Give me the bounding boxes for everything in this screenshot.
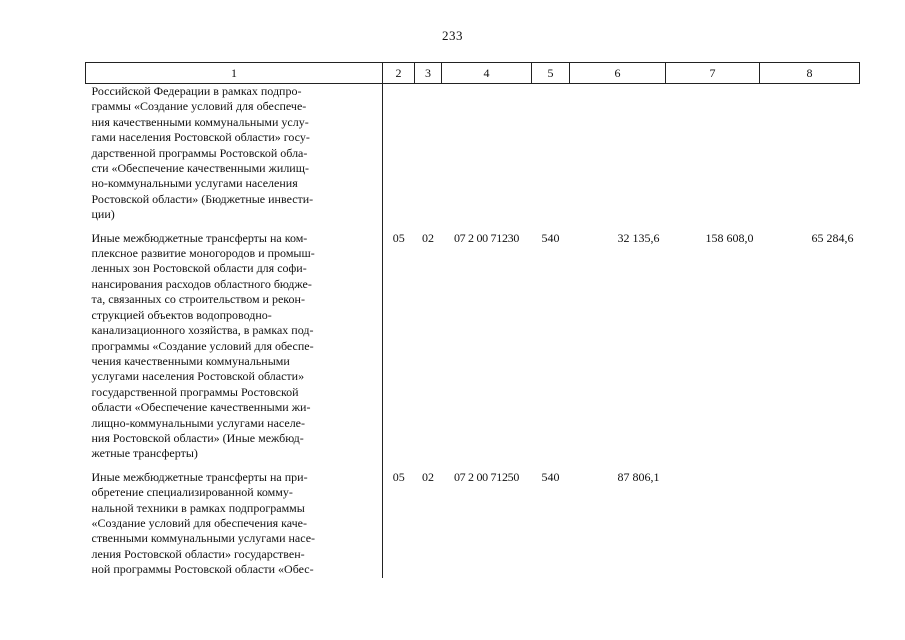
cell-amount-3: 65 284,6: [811, 230, 854, 245]
description-line: Российской Федерации в рамках подпро-: [91, 84, 302, 98]
description-line: канализационного хозяйства, в рамках под-: [91, 323, 314, 338]
table-row: [86, 84, 860, 223]
description-line: ния качественными коммунальными услу-: [91, 114, 309, 129]
cell-subsection: 02: [422, 469, 434, 484]
description-line: жетные трансферты): [91, 446, 198, 461]
description-line: лищно-коммунальными услугами населе-: [91, 415, 305, 430]
column-header: 2: [383, 63, 415, 84]
cell-target-code: 07 2 00 71230: [453, 230, 520, 245]
budget-table: [85, 62, 860, 578]
column-header: 7: [666, 63, 760, 84]
description-line: области «Обеспечение качественными жи-: [91, 400, 311, 415]
description-line: струкцией объектов водопроводно-: [91, 307, 272, 322]
description-line: ления Ростовской области» государствен-: [91, 546, 305, 561]
column-header: 8: [760, 63, 860, 84]
description-line: нансирования расходов областного бюдже-: [91, 276, 312, 291]
cell-expense-type: 540: [541, 230, 560, 245]
description-line: но-коммунальными услугами населения: [91, 176, 298, 191]
description-line: дарственной программы Ростовской обла-: [91, 145, 308, 160]
column-header: 5: [532, 63, 570, 84]
page-number: 233: [442, 28, 463, 43]
table-row: [86, 462, 860, 578]
description-line: Ростовской области» (Бюджетные инвести-: [91, 191, 314, 206]
column-header: 4: [442, 63, 532, 84]
column-header: 3: [415, 63, 442, 84]
row-description: [86, 223, 383, 462]
description-line: ции): [91, 207, 115, 222]
table-row: [86, 223, 860, 462]
cell-expense-type: [532, 84, 570, 223]
cell-target-code: 07 2 00 71250: [453, 469, 520, 484]
description-line: услугами населения Ростовской области»: [91, 369, 305, 384]
description-line: программы «Создание условий для обеспе-: [91, 338, 314, 353]
description-line: сти «Обеспечение качественными жилищ-: [91, 161, 309, 176]
cell-amount-2: [666, 462, 760, 578]
description-line: «Создание условий для обеспечения каче-: [91, 515, 307, 530]
cell-subsection: [415, 84, 442, 223]
cell-section: [383, 84, 415, 223]
description-line: ной программы Ростовской области «Обес-: [91, 562, 314, 577]
cell-amount-3: [760, 462, 860, 578]
description-line: та, связанных со строительством и рекон-: [91, 292, 305, 307]
column-header: 1: [86, 63, 383, 84]
cell-section: 05: [392, 469, 405, 484]
cell-amount-3: [760, 84, 860, 223]
table-body: [86, 84, 860, 578]
row-description: [86, 84, 383, 223]
description-line: нальной техники в рамках подпрограммы: [91, 500, 305, 515]
cell-amount-2: 158 608,0: [705, 230, 754, 245]
cell-section: 05: [392, 230, 405, 245]
description-line: ленных зон Ростовской области для софи-: [91, 261, 307, 276]
column-header: 6: [570, 63, 666, 84]
description-line: Иные межбюджетные трансферты на ком-: [91, 230, 308, 245]
cell-amount-1: 32 135,6: [617, 230, 660, 245]
description-line: плексное развитие моногородов и промыш-: [91, 246, 315, 261]
row-description: [86, 462, 383, 578]
description-line: Иные межбюджетные трансферты на при-: [91, 469, 308, 484]
description-line: государственной программы Ростовской: [91, 384, 299, 399]
table-header-row: [86, 63, 860, 84]
cell-expense-type: 540: [541, 469, 560, 484]
cell-amount-1: [570, 84, 666, 223]
description-line: ния Ростовской области» (Иные межбюд-: [91, 430, 304, 445]
description-line: гами населения Ростовской области» госу-: [91, 130, 310, 145]
cell-target-code: [442, 84, 532, 223]
description-line: ственными коммунальными услугами насе-: [91, 531, 316, 546]
cell-amount-1: 87 806,1: [617, 469, 660, 484]
description-line: граммы «Создание условий для обеспече-: [91, 99, 307, 114]
description-line: чения качественными коммунальными: [91, 353, 290, 368]
cell-subsection: 02: [422, 230, 434, 245]
description-line: обретение специализированной комму-: [91, 485, 293, 500]
cell-amount-2: [666, 84, 760, 223]
